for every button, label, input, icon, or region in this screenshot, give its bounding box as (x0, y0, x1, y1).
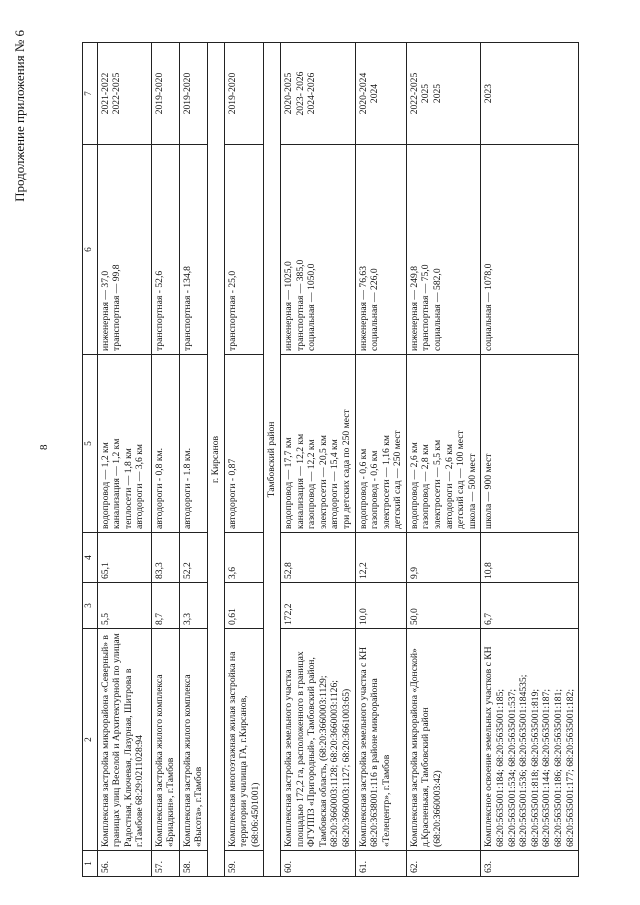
indicator-value: 12,2 (355, 533, 406, 583)
investment-list: транспортная - 25,0 (224, 145, 264, 355)
region-row (207, 43, 224, 877)
table-row (179, 43, 207, 877)
area-value: 8,7 (151, 583, 179, 629)
table-row (224, 43, 264, 877)
project-name: Комплексная застройка микрорайона «Донской» д.Красненькая, Тамбовский район (68:20:3660003:42) (406, 629, 481, 851)
table-row (151, 43, 179, 877)
project-name: Комплексная застройка земельного участка с КН 68:20:3638001:116 в районе микрорайона «Телецентр», г.Тамбов (355, 629, 406, 851)
infrastructure-list: школа — 900 мест (481, 355, 579, 533)
row-number: 60. (280, 851, 355, 877)
years-value: 2020-2025 2023- 2026 2024-2026 (280, 43, 355, 145)
investment-list: инженерная — 1025,0 транспортная — 385,0 социальная — 1050,0 (280, 145, 355, 355)
years-value: 2020-2024 2024 (355, 43, 406, 145)
row-number: 61. (355, 851, 406, 877)
investment-list: транспортная - 134,8 (179, 145, 207, 355)
area-value: 5,5 (97, 583, 151, 629)
page-number: 8 (38, 444, 50, 450)
region-label: Тамбовский район (264, 43, 281, 877)
column-number: 1 (83, 851, 98, 877)
indicator-value: 9,9 (406, 533, 481, 583)
row-number: 59. (224, 851, 264, 877)
row-number: 63. (481, 851, 579, 877)
projects-table (82, 42, 579, 877)
years-value: 2022-2025 2025 2025 (406, 43, 481, 145)
infrastructure-list: автодороги - 0,8 км. (151, 355, 179, 533)
years-value: 2019-2020 (151, 43, 179, 145)
table-row (481, 43, 579, 877)
column-number: 4 (83, 533, 98, 583)
years-value: 2021-2022 2022-2025 (97, 43, 151, 145)
area-value: 3,3 (179, 583, 207, 629)
column-number: 3 (83, 583, 98, 629)
table-row (355, 43, 406, 877)
indicator-value: 52,8 (280, 533, 355, 583)
column-number-row (83, 43, 98, 877)
region-row (264, 43, 281, 877)
infrastructure-list: автодороги - 0,87 (224, 355, 264, 533)
appendix-caption: Продолжение приложения № 6 (12, 30, 27, 202)
infrastructure-list: водопровод - 0,6 км газопровод - 0,6 км электросети — 1,16 км детский сад — 250 мест (355, 355, 406, 533)
indicator-value: 65,1 (97, 533, 151, 583)
years-value: 2023 (481, 43, 579, 145)
project-name: Комплексная застройка жилого комплекса «Высота», г.Тамбов (179, 629, 207, 851)
area-value: 172,2 (280, 583, 355, 629)
investment-list: инженерная — 249,8 транспортная — 75,0 социальная — 582,0 (406, 145, 481, 355)
investment-list: транспортная - 52,6 (151, 145, 179, 355)
row-number: 56. (97, 851, 151, 877)
project-name: Комплексная застройка земельного участка площадью 172,2 га, расположенного в границах ФГУППЗ «Пригородный», Тамбовский район, Тамбовская область, (68:20:3660003:1129; 68:20:3660003:1128; 68:20:3660003:1126; 68:20:3660003:1127; 68:20:3661003:65) (280, 629, 355, 851)
area-value: 6,7 (481, 583, 579, 629)
project-name: Комплексная многоэтажная жилая застройка на территории училища ГА, г.Кирсанов, (68:06:4501001) (224, 629, 264, 851)
row-number: 58. (179, 851, 207, 877)
infrastructure-list: водопровод — 17,7 км канализация — 12,2 км газопровод — 12,2 км электросети — 20,5 км автодороги — 15,4 км три детских сада по 250 мест (280, 355, 355, 533)
region-label: г. Кирсанов (207, 43, 224, 877)
infrastructure-list: водопровод — 2,6 км газопровод — 2,8 км электросети — 5,5 км автодороги — 2,6 км детский сад — 100 мест школа — 500 мест (406, 355, 481, 533)
years-value: 2019-2020 (179, 43, 207, 145)
years-value: 2019-2020 (224, 43, 264, 145)
column-number: 5 (83, 355, 98, 533)
investment-list: инженерная — 37,0 транспортная — 99,8 (97, 145, 151, 355)
indicator-value: 3,6 (224, 533, 264, 583)
column-number: 6 (83, 145, 98, 355)
infrastructure-list: автодороги - 1.8 км. (179, 355, 207, 533)
infrastructure-list: водопровод — 1,2 км канализация — 1,2 км теплосети — 1,8 км автодороги — 3,6 км (97, 355, 151, 533)
indicator-value: 10,8 (481, 533, 579, 583)
indicator-value: 52,2 (179, 533, 207, 583)
investment-list: социальная — 1078,0 (481, 145, 579, 355)
row-number: 57. (151, 851, 179, 877)
table-row (280, 43, 355, 877)
row-number: 62. (406, 851, 481, 877)
project-name: Комплексное освоение земельных участков с КН 68:20:5635001:184; 68:20:5635001:185; 68:20:5635001:534; 68:20:5635001:537; 68:20:5635001:536; 68:20:5635001:184535; 68:20:5635001:818; 68:20:5635001:819; 68:20:5635001:144; 68:20:5635001:187; 68:20:5635001:186; 68:20:5635001:181; 68:20:5635001:177; 68:20:5635001:182; (481, 629, 579, 851)
area-value: 0,61 (224, 583, 264, 629)
project-name: Комплексная застройка жилого комплекса «Бриадкин», г.Тамбов (151, 629, 179, 851)
column-number: 7 (83, 43, 98, 145)
project-name: Комплексная застройка микрорайона «Северный» в границах улиц Веселой и Архитектурной по улицам Радостная, Ключевая, Лазурная, Шитрова в г.Тамбове 68:29:0211028:94 (97, 629, 151, 851)
indicator-value: 83,3 (151, 533, 179, 583)
column-number: 2 (83, 629, 98, 851)
table-row (406, 43, 481, 877)
table-row (97, 43, 151, 877)
area-value: 50,0 (406, 583, 481, 629)
area-value: 10,0 (355, 583, 406, 629)
investment-list: инженерная — 76,63 социальная — 226,0 (355, 145, 406, 355)
